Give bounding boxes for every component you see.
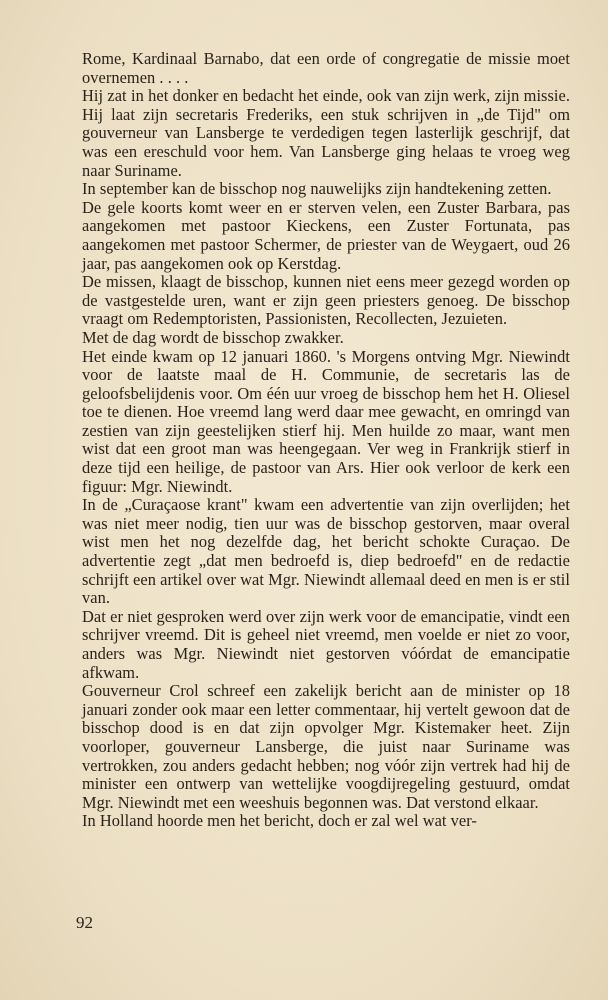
paragraph-3: In september kan de bisschop nog nauwelijks zijn handtekening zetten.	[82, 179, 552, 199]
body-text	[82, 50, 570, 831]
paragraph-1: Rome, Kardinaal Barnabo, dat een orde of congregatie de missie moet overnemen . . . .	[82, 49, 570, 87]
paragraph-11: In Holland hoorde men het bericht, doch er zal wel wat ver-	[82, 811, 477, 831]
paragraph-2: Hij zat in het donker en bedacht het einde, ook van zijn werk, zijn missie. Hij laat zijn secretaris Frederiks, een stuk schrijven in „de Tijd" om gouverneur van Lansberge te verdedigen tegen lasterlijk geschrijf, dat was een ereschuld voor hem. Van Lansberge ging helaas te vroeg weg naar Suriname.	[82, 86, 570, 180]
paragraph-9: Dat er niet gesproken werd over zijn werk voor de emancipatie, vindt een schrijver vreemd. Dit is geheel niet vreemd, men voelde er niet zo voor, anders was Mgr. Niewindt niet gestorven vóórdat de emancipatie afkwam.	[82, 606, 570, 682]
paragraph-5: De missen, klaagt de bisschop, kunnen niet eens meer gezegd worden op de vastgestelde uren, want er zijn geen priesters genoeg. De bisschop vraagt om Redemptoristen, Passionisten, Recollecten, Jezuieten.	[82, 272, 570, 329]
paragraph-7: Het einde kwam op 12 januari 1860. 's Morgens ontving Mgr. Niewindt voor de laatste maal de H. Communie, de secretaris las de geloofsbelijdenis voor. Om één uur vroeg de bisschop hem het H. Oliesel toe te dienen. Hoe vreemd lang werd daar mee gewacht, en omringd van zestien van zijn geestelijken stierf hij. Men huilde zo maar, want men wist dat een groot man was heengegaan. Ver weg in Frankrijk stierf in deze tijd een heilige, de pastoor van Ars. Hier ook verloor de kerk een figuur: Mgr. Niewindt.	[82, 346, 570, 496]
paragraph-4: De gele koorts komt weer en er sterven velen, een Zuster Barbara, pas aangekomen met pastoor Kieckens, een Zuster Fortunata, pas aangekomen met pastoor Schermer, de priester van de Weygaert, oud 26 jaar, pas aangekomen ook op Kerstdag.	[82, 197, 570, 273]
paragraph-8: In de „Curaçaose krant" kwam een advertentie van zijn overlijden; het was niet meer nodig, tien uur was de bisschop gestorven, maar overal wist men het nog dezelfde dag, het bericht schokte Curaçao. De advertentie zegt „dat men bedroefd is, diep bedroefd" en de redactie schrijft een artikel over wat Mgr. Niewindt allemaal deed en men is er stil van.	[82, 495, 570, 608]
paragraph-10: Gouverneur Crol schreef een zakelijk bericht aan de minister op 18 januari zonder ook maar een letter commentaar, hij vertelt gewoon dat de bisschop dood is en dat zijn opvolger Mgr. Kistemaker heet. Zijn voorloper, gouverneur Lansberge, die juist naar Suriname was vertrokken, zou anders gedacht hebben; nog vóór zijn vertrek had hij de minister een ontwerp van wettelijke voogdijregeling gestuurd, omdat Mgr. Niewindt met een weeshuis begonnen was. Dat verstond elkaar.	[82, 681, 570, 812]
paragraph-6: Met de dag wordt de bisschop zwakker.	[82, 327, 344, 347]
page-number: 92	[76, 913, 93, 932]
